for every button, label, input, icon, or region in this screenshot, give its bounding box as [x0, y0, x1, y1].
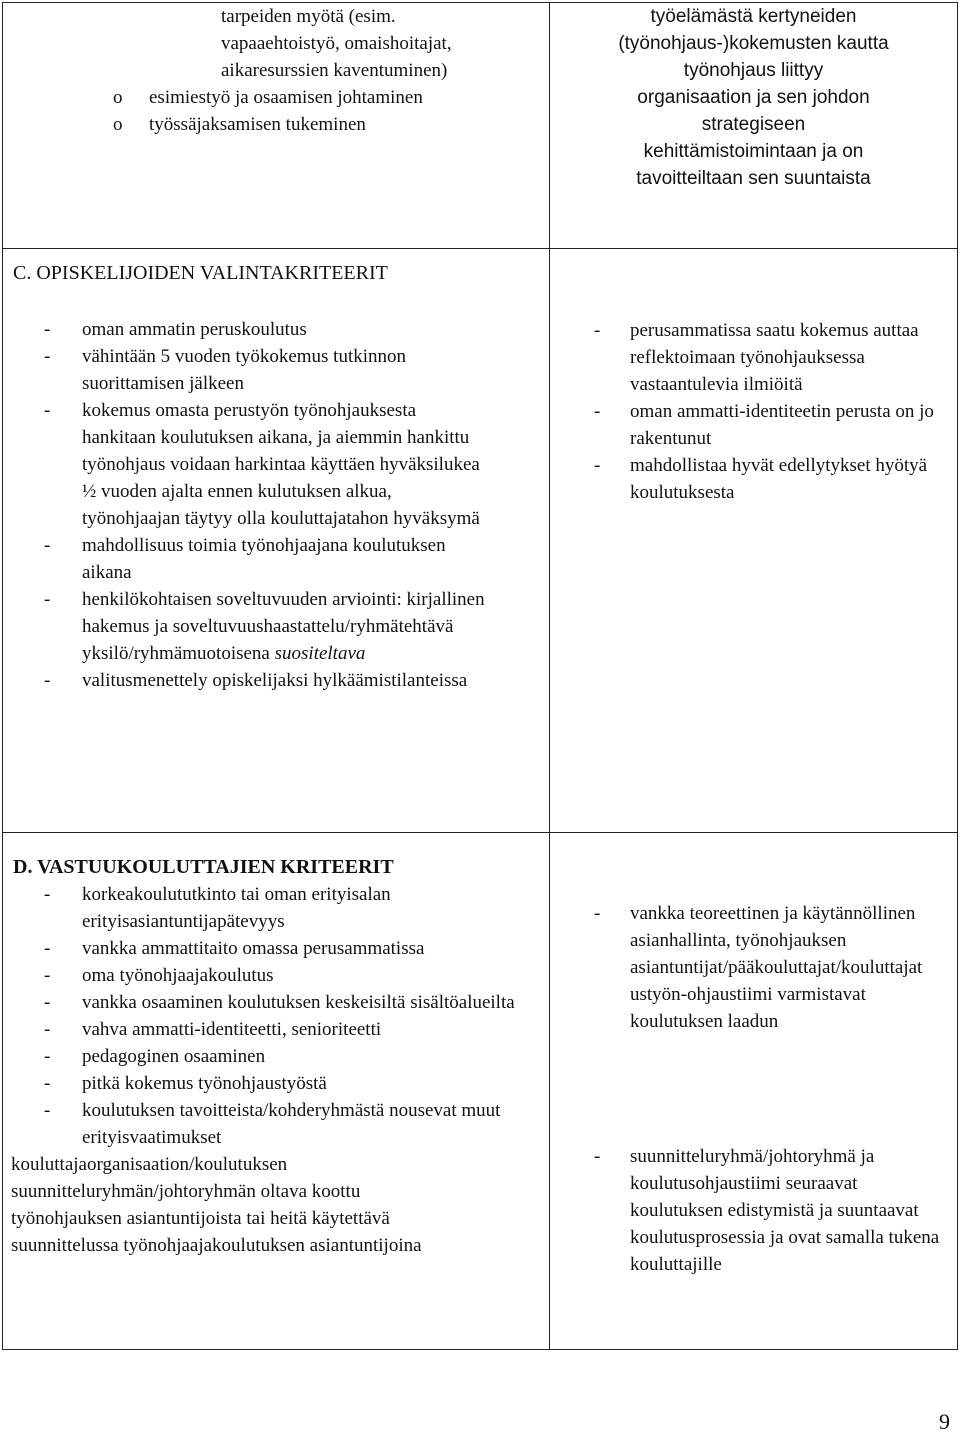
- page-number: 9: [939, 1409, 950, 1434]
- text-line: kouluttajaorganisaation/koulutuksen: [11, 1154, 288, 1175]
- continuation-line: vapaaehtoistyö, omaishoitajat,: [221, 33, 452, 54]
- table-row: [3, 249, 958, 833]
- list-item: - oman ammatin peruskoulutus: [3, 316, 549, 343]
- section-d-heading: D. VASTUUKOULUTTAJIEN KRITEERIT: [13, 856, 394, 878]
- list-item: - vahva ammatti-identiteetti, senioriteetti: [3, 1016, 549, 1043]
- list-item: - mahdollistaa hyvät edellytykset hyötyä koulutuksesta: [550, 452, 957, 506]
- list-item: - pedagoginen osaaminen: [3, 1043, 549, 1070]
- dash-list: [550, 317, 957, 506]
- italic-note: suositeltava: [274, 643, 366, 664]
- list-item: - oma työnohjaajakoulutus: [3, 962, 549, 989]
- section-d-left-cell: [3, 833, 550, 1350]
- section-c-heading: C. OPISKELIJOIDEN VALINTAKRITEERIT: [13, 262, 388, 284]
- text-line: työelämästä kertyneiden: [650, 6, 857, 27]
- dash-list: [3, 316, 549, 694]
- list-item-text: henkilökohtaisen soveltuvuuden arviointi: kirjallinen hakemus ja soveltuvuushaastattelu/ryhmätehtävä yksilö/ryhmämuotoisena: [82, 589, 485, 664]
- criteria-table: [2, 2, 958, 1350]
- list-item: - vankka osaaminen koulutuksen keskeisiltä sisältöalueilta: [3, 989, 549, 1016]
- list-item: - korkeakoulututkinto tai oman erityisalan erityisasiantuntijapätevyys: [3, 881, 549, 935]
- text-line: tavoitteiltaan sen suuntaista: [636, 168, 871, 189]
- circle-bullet-list: [3, 84, 549, 138]
- text-line: strategiseen: [701, 114, 806, 135]
- section-c-right-cell: [550, 249, 958, 833]
- text-line: (työnohjaus-)kokemusten kautta: [618, 33, 889, 54]
- list-item: - perusammatissa saatu kokemus auttaa reflektoimaan työnohjauksessa vastaantulevia ilmiöitä: [550, 317, 957, 398]
- list-item: - kokemus omasta perustyön työnohjauksesta hankitaan koulutuksen aikana, ja aiemmin hankittu työnohjaus voidaan harkintaa käyttäen hyväksilukea ½ vuoden ajalta ennen kulutuksen alkua, työnohjaajan täytyy olla kouluttajatahon hyväksymä: [3, 397, 549, 532]
- text-line: suunnitteluryhmän/johtoryhmän oltava koottu: [11, 1181, 361, 1202]
- section-d-right-cell: [550, 833, 958, 1350]
- list-item: - vähintään 5 vuoden työkokemus tutkinnon suorittamisen jälkeen: [3, 343, 549, 397]
- list-item: [3, 586, 549, 667]
- list-item: - mahdollisuus toimia työnohjaajana koulutuksen aikana: [3, 532, 549, 586]
- list-item: - pitkä kokemus työnohjaustyöstä: [3, 1070, 549, 1097]
- dash-list: [3, 881, 549, 1151]
- list-item: - vankka ammattitaito omassa perusammatissa: [3, 935, 549, 962]
- table-row: [3, 833, 958, 1350]
- continuation-line: aikaresurssien kaventuminen): [221, 60, 448, 81]
- text-line: organisaation ja sen johdon: [637, 87, 870, 108]
- list-item: - koulutuksen tavoitteista/kohderyhmästä nousevat muut erityisvaatimukset: [3, 1097, 549, 1151]
- section-c-left-cell: [3, 249, 550, 833]
- list-item: - oman ammatti-identiteetin perusta on jo rakentunut: [550, 398, 957, 452]
- continuation-line: tarpeiden myötä (esim.: [221, 6, 396, 27]
- list-item: o työssäjaksamisen tukeminen: [3, 111, 549, 138]
- list-item: - vankka teoreettinen ja käytännöllinen asianhallinta, työnohjauksen asiantuntijat/pääkouluttajat/kouluttajat ustyön-ohjaustiimi varmistavat koulutuksen laadun: [550, 900, 957, 1035]
- text-line: työnohjaus liittyy: [683, 60, 824, 81]
- text-line: suunnittelussa työnohjaajakoulutuksen asiantuntijoina: [11, 1235, 422, 1256]
- table-row: [3, 3, 958, 249]
- list-item: - valitusmenettely opiskelijaksi hylkäämistilanteissa: [3, 667, 549, 694]
- text-line: työnohjauksen asiantuntijoista tai heitä käytettävä: [11, 1208, 390, 1229]
- top-right-cell: [550, 3, 958, 249]
- top-left-cell: [3, 3, 550, 249]
- text-line: kehittämistoimintaan ja on: [643, 141, 864, 162]
- list-item: - suunnitteluryhmä/johtoryhmä ja koulutusohjaustiimi seuraavat koulutuksen edistymistä ja suuntaavat koulutusprosessia ja ovat samalla tukena kouluttajille: [550, 1143, 957, 1278]
- list-item: o esimiestyö ja osaamisen johtaminen: [3, 84, 549, 111]
